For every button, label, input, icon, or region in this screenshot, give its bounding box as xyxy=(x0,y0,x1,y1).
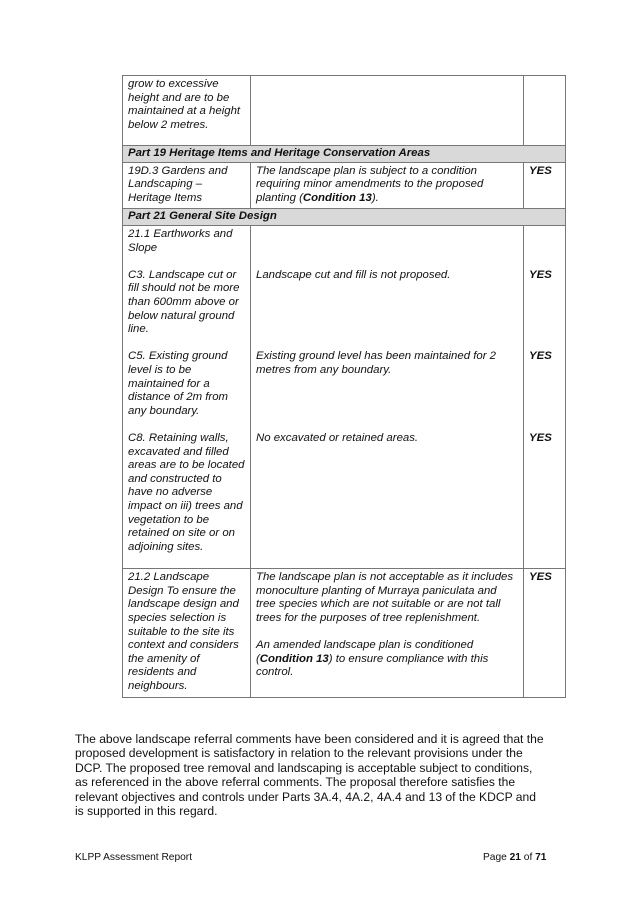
requirement-cell: 21.2 Landscape Design To ensure the landscape design and species selection is suitable to the site its context and considers the amenity of residents and neighbours. xyxy=(123,569,251,697)
complies-c5: YES xyxy=(529,350,552,363)
comment-c3: Landscape cut and fill is not proposed. xyxy=(256,268,451,281)
comment-text: An amended landscape plan is conditioned ( xyxy=(256,639,474,665)
control-c5: C5. Existing ground level is to be maintained for a distance of 2m from any boundary. xyxy=(128,350,229,417)
comment-text: ) to ensure compliance with this control. xyxy=(256,652,489,679)
complies-cell: YES xyxy=(524,569,566,697)
page-of: of xyxy=(520,852,536,863)
comment-text: The landscape plan is not acceptable as it includes monoculture planting of Murraya paniculata and tree species which are not suitable or are not tall trees for the purposes of tree replenishment. xyxy=(256,571,514,625)
section-header-row xyxy=(123,146,566,163)
comment-cell xyxy=(251,225,524,568)
page-total: 71 xyxy=(535,852,547,863)
comment-text xyxy=(256,639,518,680)
comment-c5: Existing ground level has been maintained for 2 metres from any boundary. xyxy=(256,350,496,376)
table-row xyxy=(123,569,566,697)
complies-cell xyxy=(524,76,566,146)
comment-text: The landscape plan is subject to a condition requiring minor amendments to the proposed planting ( xyxy=(256,164,484,204)
table-row xyxy=(123,162,566,209)
requirement-cell: 19D.3 Gardens and Landscaping – Heritage Items xyxy=(123,162,251,209)
comment-c8: No excavated or retained areas. xyxy=(256,431,419,444)
comment-text: ). xyxy=(371,191,379,204)
comment-cell xyxy=(251,569,524,697)
complies-cell xyxy=(524,225,566,568)
condition-reference: Condition 13 xyxy=(302,191,372,204)
control-c8: C8. Retaining walls, excavated and filled areas are to be located and constructed to have no adverse impact on iii) trees and vegetation to be retained on site or on adjoining sites. xyxy=(128,431,245,553)
table-row xyxy=(123,225,566,568)
requirement-cell: grow to excessive height and are to be maintained at a height below 2 metres. xyxy=(123,76,251,146)
section-heading: Part 21 General Site Design xyxy=(123,209,566,226)
complies-c3: YES xyxy=(529,268,552,281)
page-prefix: Page xyxy=(483,852,510,863)
control-c3: C3. Landscape cut or fill should not be more than 600mm above or below natural ground line. xyxy=(128,268,240,336)
complies-cell: YES xyxy=(524,162,566,209)
control-heading: 21.1 Earthworks and Slope xyxy=(128,227,233,254)
complies-c8: YES xyxy=(529,431,552,444)
comment-cell xyxy=(251,76,524,146)
requirement-cell xyxy=(123,225,251,568)
footer-page-number xyxy=(483,852,546,863)
compliance-table xyxy=(122,75,566,698)
table-row xyxy=(123,76,566,146)
section-heading: Part 19 Heritage Items and Heritage Conservation Areas xyxy=(123,146,566,163)
section-header-row xyxy=(123,209,566,226)
body-paragraph: The above landscape referral comments have been considered and it is agreed that the proposed development is satisfactory in relation to the relevant provisions under the DCP. The proposed tree removal and landscaping is acceptable subject to conditions, as referenced in the above referral comments. The proposal therefore satisfies the relevant objectives and controls under Parts 3A.4, 4A.2, 4A.4 and 13 of the KDCP and is supported in this regard. xyxy=(75,732,544,819)
comment-cell xyxy=(251,162,524,209)
page-current: 21 xyxy=(509,852,521,863)
footer-report-title: KLPP Assessment Report xyxy=(75,852,193,863)
condition-reference: Condition 13 xyxy=(259,652,329,665)
